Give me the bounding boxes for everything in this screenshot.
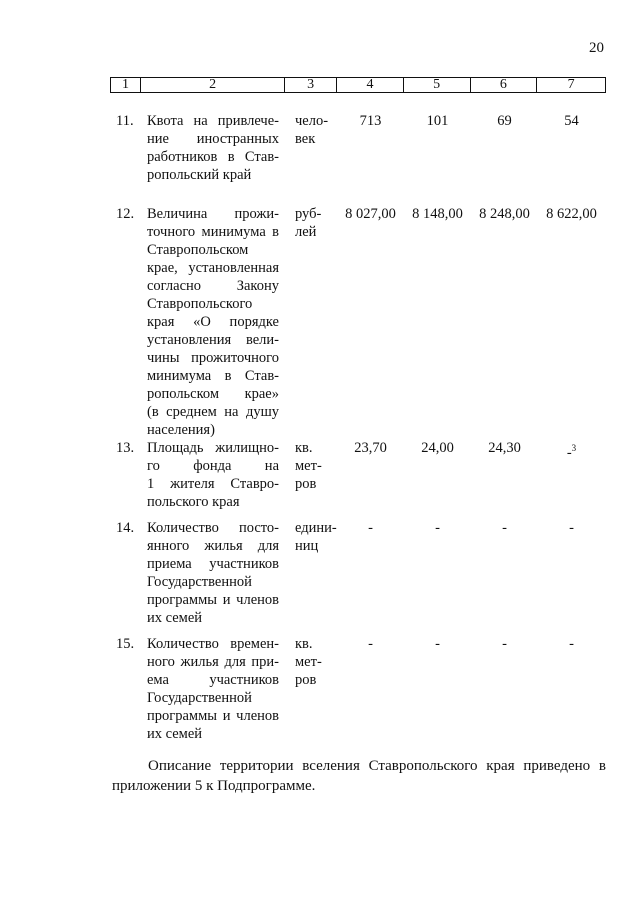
value-col-5: 8 148,00 (412, 206, 463, 222)
name-line: Квота на привлече- (147, 113, 279, 129)
name-line: Количество времен- (147, 636, 279, 652)
value-col-7: - (569, 636, 574, 652)
value-col-5: 101 (426, 113, 449, 129)
footnote-mark: 3 (571, 443, 577, 453)
value-col-4: 713 (359, 113, 382, 129)
name-line: ема участников (147, 672, 279, 688)
unit-line: едини- (295, 520, 337, 536)
name-line: работников в Став- (147, 149, 279, 165)
header-col-7: 7 (567, 77, 575, 92)
header-col-2: 2 (141, 78, 285, 92)
name-line: Площадь жилищно- (147, 440, 279, 456)
row-indicator-name (147, 205, 279, 439)
name-line: населения) (147, 422, 215, 438)
value-col-6: 69 (497, 113, 512, 129)
unit-line: ров (295, 476, 317, 492)
name-line: крае, установленная (147, 260, 279, 276)
name-line: 1 жителя Ставро- (147, 476, 279, 492)
value-col-7: 8 622,00 (546, 206, 597, 222)
name-line: приема участников (147, 556, 279, 572)
row-indicator-name (147, 439, 279, 511)
value-col-4: 23,70 (354, 440, 387, 456)
name-line: установления вели- (147, 332, 279, 348)
name-line: чины прожиточного (147, 350, 279, 366)
row-unit (295, 112, 335, 148)
unit-line: кв. (295, 636, 313, 652)
unit-line: руб- (295, 206, 322, 222)
name-line: ропольском крае» (147, 386, 279, 402)
row-indicator-name (147, 635, 279, 743)
paragraph-line: Описание территории вселения Ставропольского края приведено в (148, 758, 606, 774)
value-col-5: 24,00 (421, 440, 454, 456)
value-col-4: 8 027,00 (345, 206, 396, 222)
row-number: 11. (116, 113, 134, 129)
name-line: их семей (147, 726, 203, 742)
name-line: Государственной (147, 574, 252, 590)
name-line: янного жилья для (147, 538, 279, 554)
unit-line: чело- (295, 113, 329, 129)
unit-line: мет- (295, 654, 322, 670)
name-line: го фонда на (147, 458, 279, 474)
table-header (110, 77, 606, 93)
header-col-1: 1 (111, 78, 141, 92)
name-line: программы и членов (147, 592, 279, 608)
unit-line: век (295, 131, 316, 147)
name-line: ние иностранных (147, 131, 279, 147)
row-unit (295, 439, 335, 493)
unit-line: ров (295, 672, 317, 688)
row-number: 14. (116, 520, 135, 536)
name-line: Количество посто- (147, 520, 279, 536)
row-unit (295, 205, 335, 241)
row-number: 12. (116, 206, 135, 222)
name-line: польского края (147, 494, 240, 510)
page-number: 20 (589, 40, 604, 56)
value-col-7: 54 (564, 113, 579, 129)
value-col-7: - (569, 520, 574, 536)
name-line: согласно Закону (147, 278, 279, 294)
unit-line: лей (295, 224, 317, 240)
name-line: края «О порядке (147, 314, 279, 330)
name-line: Государственной (147, 690, 252, 706)
value-col-5: - (435, 520, 440, 536)
value-col-6: 24,30 (488, 440, 521, 456)
row-number: 15. (116, 636, 135, 652)
unit-line: ниц (295, 538, 319, 554)
value-col-6: - (502, 520, 507, 536)
value-col-6: 8 248,00 (479, 206, 530, 222)
value-col-6: - (502, 636, 507, 652)
name-line: минимума в Став- (147, 368, 279, 384)
header-col-6: 6 (471, 78, 538, 92)
name-line: Ставропольском (147, 242, 249, 258)
name-line: (в среднем на душу (147, 404, 279, 420)
name-line: точного минимума в (147, 224, 279, 240)
row-unit (295, 519, 335, 555)
closing-paragraph (112, 756, 606, 796)
row-indicator-name (147, 519, 279, 627)
name-line: Величина прожи- (147, 206, 279, 222)
value-col-7 (538, 439, 605, 462)
value-col-4: - (368, 520, 373, 536)
value-col-4: - (368, 636, 373, 652)
name-line: программы и членов (147, 708, 279, 724)
unit-line: мет- (295, 458, 322, 474)
row-unit (295, 635, 335, 689)
unit-line: кв. (295, 440, 313, 456)
name-line: ропольский край (147, 167, 252, 183)
row-number: 13. (116, 440, 135, 456)
name-line: ного жилья для при- (147, 654, 279, 670)
value-col-5: - (435, 636, 440, 652)
header-col-3: 3 (285, 78, 337, 92)
row-indicator-name (147, 112, 279, 184)
header-col-4: 4 (337, 78, 404, 92)
header-col-5: 5 (404, 78, 471, 92)
name-line: Ставропольского (147, 296, 253, 312)
paragraph-line: приложении 5 к Подпрограмме. (112, 778, 316, 794)
dash: - (566, 444, 572, 461)
name-line: их семей (147, 610, 203, 626)
